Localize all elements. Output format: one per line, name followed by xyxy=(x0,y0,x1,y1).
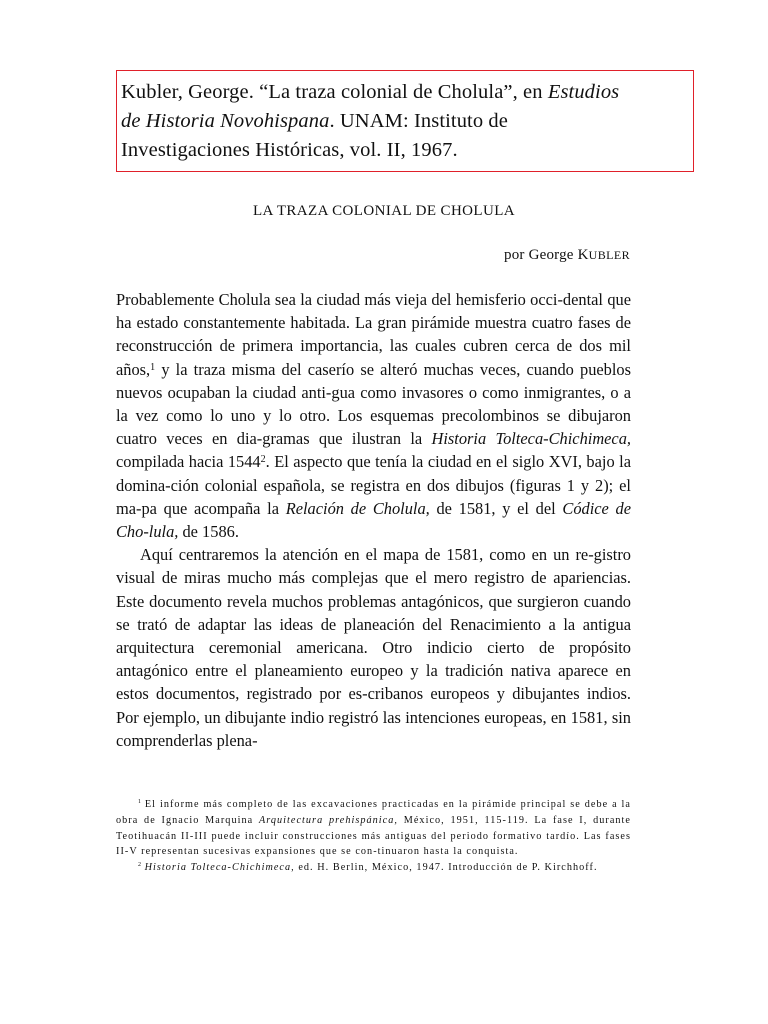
paragraph-1-text: . El aspecto que tenía la ciudad en el siglo XVI, bajo la domina-ción colonial española, se registra en dos dibujos (figuras 1 y 2); el ma-pa que acompaña la xyxy=(116,452,631,518)
body-text xyxy=(116,288,631,752)
citation-text: Kubler, George. “La traza colonial de Cholula”, en xyxy=(121,81,548,103)
footnote-1-text: El informe más completo de las excavaciones practicadas en la pirámide principal se debe a la obra de Ignacio Marquina xyxy=(116,799,631,826)
work-title-codice: Códice de Cho-lula, xyxy=(116,498,632,542)
footnote-ref-1: 1 xyxy=(150,361,156,373)
document-title: LA TRAZA COLONIAL DE CHOLULA xyxy=(252,203,516,219)
footnotes xyxy=(116,797,631,876)
footnote-1-mark: 1 xyxy=(138,799,141,805)
citation-work-title-cont: de Historia Novohispana xyxy=(121,110,330,132)
paragraph-2: Aquí centraremos la atención en el mapa de 1581, como en un re-gistro visual de miras mucho más complejas que el mero registro de apariencias. Este documento revela muchos problemas antagónicos, que surgieron cuando se trató de adaptar las ideas de planeación del Renacimiento a la antigua arquitectura ceremonial americana. Otro indicio cierto de propósito antagónico entre el planeamiento europeo y la tradición nativa aparece en estos documentos, registrado por es-cribanos europeos y dibujantes indios. Por ejemplo, un dibujante indio registró las intenciones europeas, en 1581, sin comprenderlas plena- xyxy=(116,545,631,750)
paragraph-1-text: y la traza misma del caserío se alteró muchas veces, cuando pueblos nuevos ocupaban la ciudad anti-gua como invasores o como inmigrantes, o a la vez como lo uno y lo otro. Los esquemas precolombinos se dibujaron cuatro veces en dia-gramas que ilustran la xyxy=(116,359,631,449)
paragraph-1-text: Probablemente Cholula sea la ciudad más vieja del hemisferio occi-dental que ha estado constantemente habitada. La gran pirámide muestra cuatro fases de reconstrucción de primera importancia, las cuales cubren cerca de dos mil años, xyxy=(116,290,631,379)
citation-volume: Investigaciones Históricas, vol. II, 1967. xyxy=(121,139,458,161)
work-title-historia: Historia Tolteca-Chichimeca, xyxy=(431,429,631,449)
footnote-2 xyxy=(116,860,631,876)
citation-publisher: . UNAM: Instituto de xyxy=(329,110,508,132)
paragraph-1-text: de 1581, y el del xyxy=(429,498,563,518)
author-surname-initial: K xyxy=(577,247,589,263)
footnote-2-text: ed. H. Berlin, México, 1947. Introducción de P. Kirchhoff. xyxy=(294,862,598,874)
citation-box xyxy=(116,70,694,172)
footnote-2-work: Historia Tolteca-Chichimeca, xyxy=(144,862,295,874)
footnote-1-text: México, 1951, 115-119. La fase I, durante Teotihuacán II-III puede incluir construcciones más antiguas del periodo formativo tardío. Las fases II-V representan sucesivas expansiones que se con-tinuaron hasta la conquista. xyxy=(116,814,631,858)
paragraph-1 xyxy=(116,288,631,543)
author-surname-rest: UBLER xyxy=(588,248,630,262)
paragraph-1-text: de 1586. xyxy=(178,522,239,542)
work-title-relacion: Relación de Cholula, xyxy=(285,498,430,518)
footnote-ref-2: 2 xyxy=(260,454,266,466)
footnote-1-work: Arquitectura prehispánica, xyxy=(258,814,398,826)
document-author xyxy=(504,245,630,265)
citation-work-title: Estudios xyxy=(547,81,620,103)
paragraph-1-text: compilada hacia 1544 xyxy=(116,452,261,472)
author-prefix: por George xyxy=(504,247,578,263)
footnote-1 xyxy=(116,797,631,860)
footnote-2-mark: 2 xyxy=(138,862,141,869)
